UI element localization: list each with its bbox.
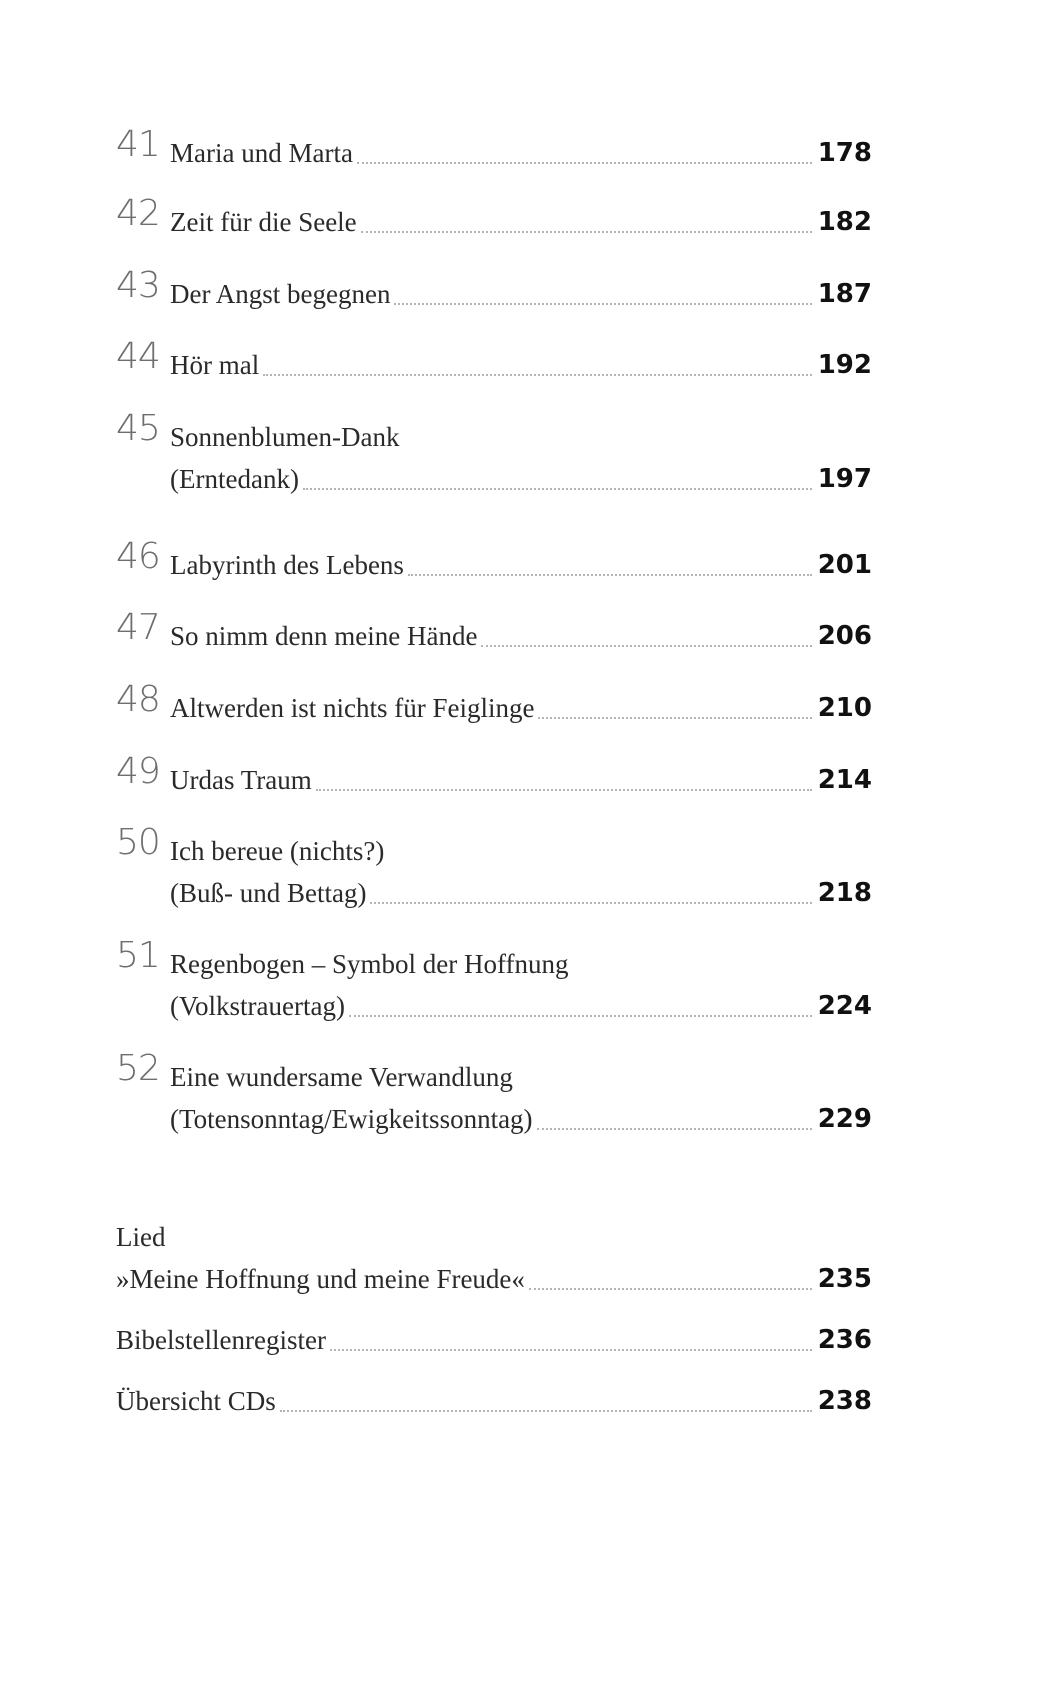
toc-line xyxy=(170,947,872,981)
chapter-subtitle: (Totensonntag/Ewigkeitssonntag) xyxy=(170,1104,533,1134)
dot-leader xyxy=(538,717,811,719)
toc-line xyxy=(170,462,872,496)
toc-line xyxy=(170,691,872,725)
page-number: 206 xyxy=(817,621,872,651)
chapter-number: 47 xyxy=(116,607,160,648)
page-number: 238 xyxy=(817,1386,872,1416)
toc-line xyxy=(170,763,872,797)
toc-line xyxy=(170,277,872,311)
toc-line xyxy=(170,420,872,454)
toc-line xyxy=(170,1102,872,1136)
chapter-title: Ich bereue (nichts?) xyxy=(170,836,385,866)
chapter-number: 50 xyxy=(116,822,160,863)
page-number: 210 xyxy=(817,693,872,723)
chapter-number: 42 xyxy=(116,193,160,234)
dot-leader xyxy=(303,488,812,490)
dot-leader xyxy=(361,231,812,233)
chapter-number: 48 xyxy=(116,679,160,720)
chapter-number: 45 xyxy=(116,408,160,449)
toc-line xyxy=(170,348,872,382)
chapter-title: Sonnenblumen-Dank xyxy=(170,422,400,452)
page-number: 214 xyxy=(817,765,872,795)
dot-leader xyxy=(357,162,812,164)
chapter-title: Regenbogen – Symbol der Hoffnung xyxy=(170,949,569,979)
page-number: 187 xyxy=(817,279,872,309)
appendix-title: Bibelstellenregister xyxy=(116,1325,326,1355)
toc-line xyxy=(170,619,872,653)
page-number: 197 xyxy=(817,464,872,494)
toc-line xyxy=(170,548,872,582)
chapter-title: Labyrinth des Lebens xyxy=(170,550,404,580)
toc-line xyxy=(170,1060,872,1094)
toc-line xyxy=(170,834,872,868)
toc-line xyxy=(116,1384,872,1418)
page-number: 235 xyxy=(817,1264,872,1294)
page-number: 224 xyxy=(817,991,872,1021)
page-number: 182 xyxy=(817,207,872,237)
page-number: 192 xyxy=(817,350,872,380)
chapter-number: 46 xyxy=(116,536,160,577)
toc-line xyxy=(116,1323,872,1357)
dot-leader xyxy=(316,789,812,791)
toc-line xyxy=(170,136,872,170)
chapter-title: Urdas Traum xyxy=(170,765,312,795)
dot-leader xyxy=(370,902,811,904)
chapter-title: Hör mal xyxy=(170,350,260,380)
toc-line xyxy=(170,876,872,910)
chapter-number: 41 xyxy=(116,124,160,165)
chapter-title: Eine wundersame Verwandlung xyxy=(170,1062,513,1092)
page-number: 178 xyxy=(817,138,872,168)
appendix-title: »Meine Hoffnung und meine Freude« xyxy=(116,1264,525,1294)
chapter-number: 43 xyxy=(116,265,160,306)
chapter-number: 44 xyxy=(116,336,160,377)
chapter-title: Maria und Marta xyxy=(170,138,353,168)
dot-leader xyxy=(529,1288,812,1290)
dot-leader xyxy=(280,1410,812,1412)
toc-line xyxy=(170,989,872,1023)
dot-leader xyxy=(349,1015,812,1017)
page-number: 201 xyxy=(817,550,872,580)
dot-leader xyxy=(537,1128,812,1130)
toc-line xyxy=(116,1262,872,1296)
toc-line xyxy=(170,205,872,239)
dot-leader xyxy=(481,645,811,647)
chapter-title: Der Angst begegnen xyxy=(170,279,391,309)
chapter-title: So nimm denn meine Hände xyxy=(170,621,478,651)
chapter-title: Zeit für die Seele xyxy=(170,207,357,237)
appendix-label: Lied xyxy=(116,1222,166,1252)
dot-leader xyxy=(408,574,812,576)
dot-leader xyxy=(394,303,811,305)
appendix-title: Übersicht CDs xyxy=(116,1386,276,1416)
chapter-number: 51 xyxy=(116,935,160,976)
dot-leader xyxy=(263,374,811,376)
page-number: 236 xyxy=(817,1325,872,1355)
page-number: 229 xyxy=(817,1104,872,1134)
chapter-number: 49 xyxy=(116,751,160,792)
chapter-title: Altwerden ist nichts für Feiglinge xyxy=(170,693,535,723)
page-number: 218 xyxy=(817,878,872,908)
chapter-subtitle: (Volkstrauertag) xyxy=(170,991,345,1021)
chapter-number: 52 xyxy=(116,1048,160,1089)
dot-leader xyxy=(330,1349,812,1351)
chapter-subtitle: (Buß- und Bettag) xyxy=(170,878,367,908)
chapter-subtitle: (Erntedank) xyxy=(170,464,299,494)
